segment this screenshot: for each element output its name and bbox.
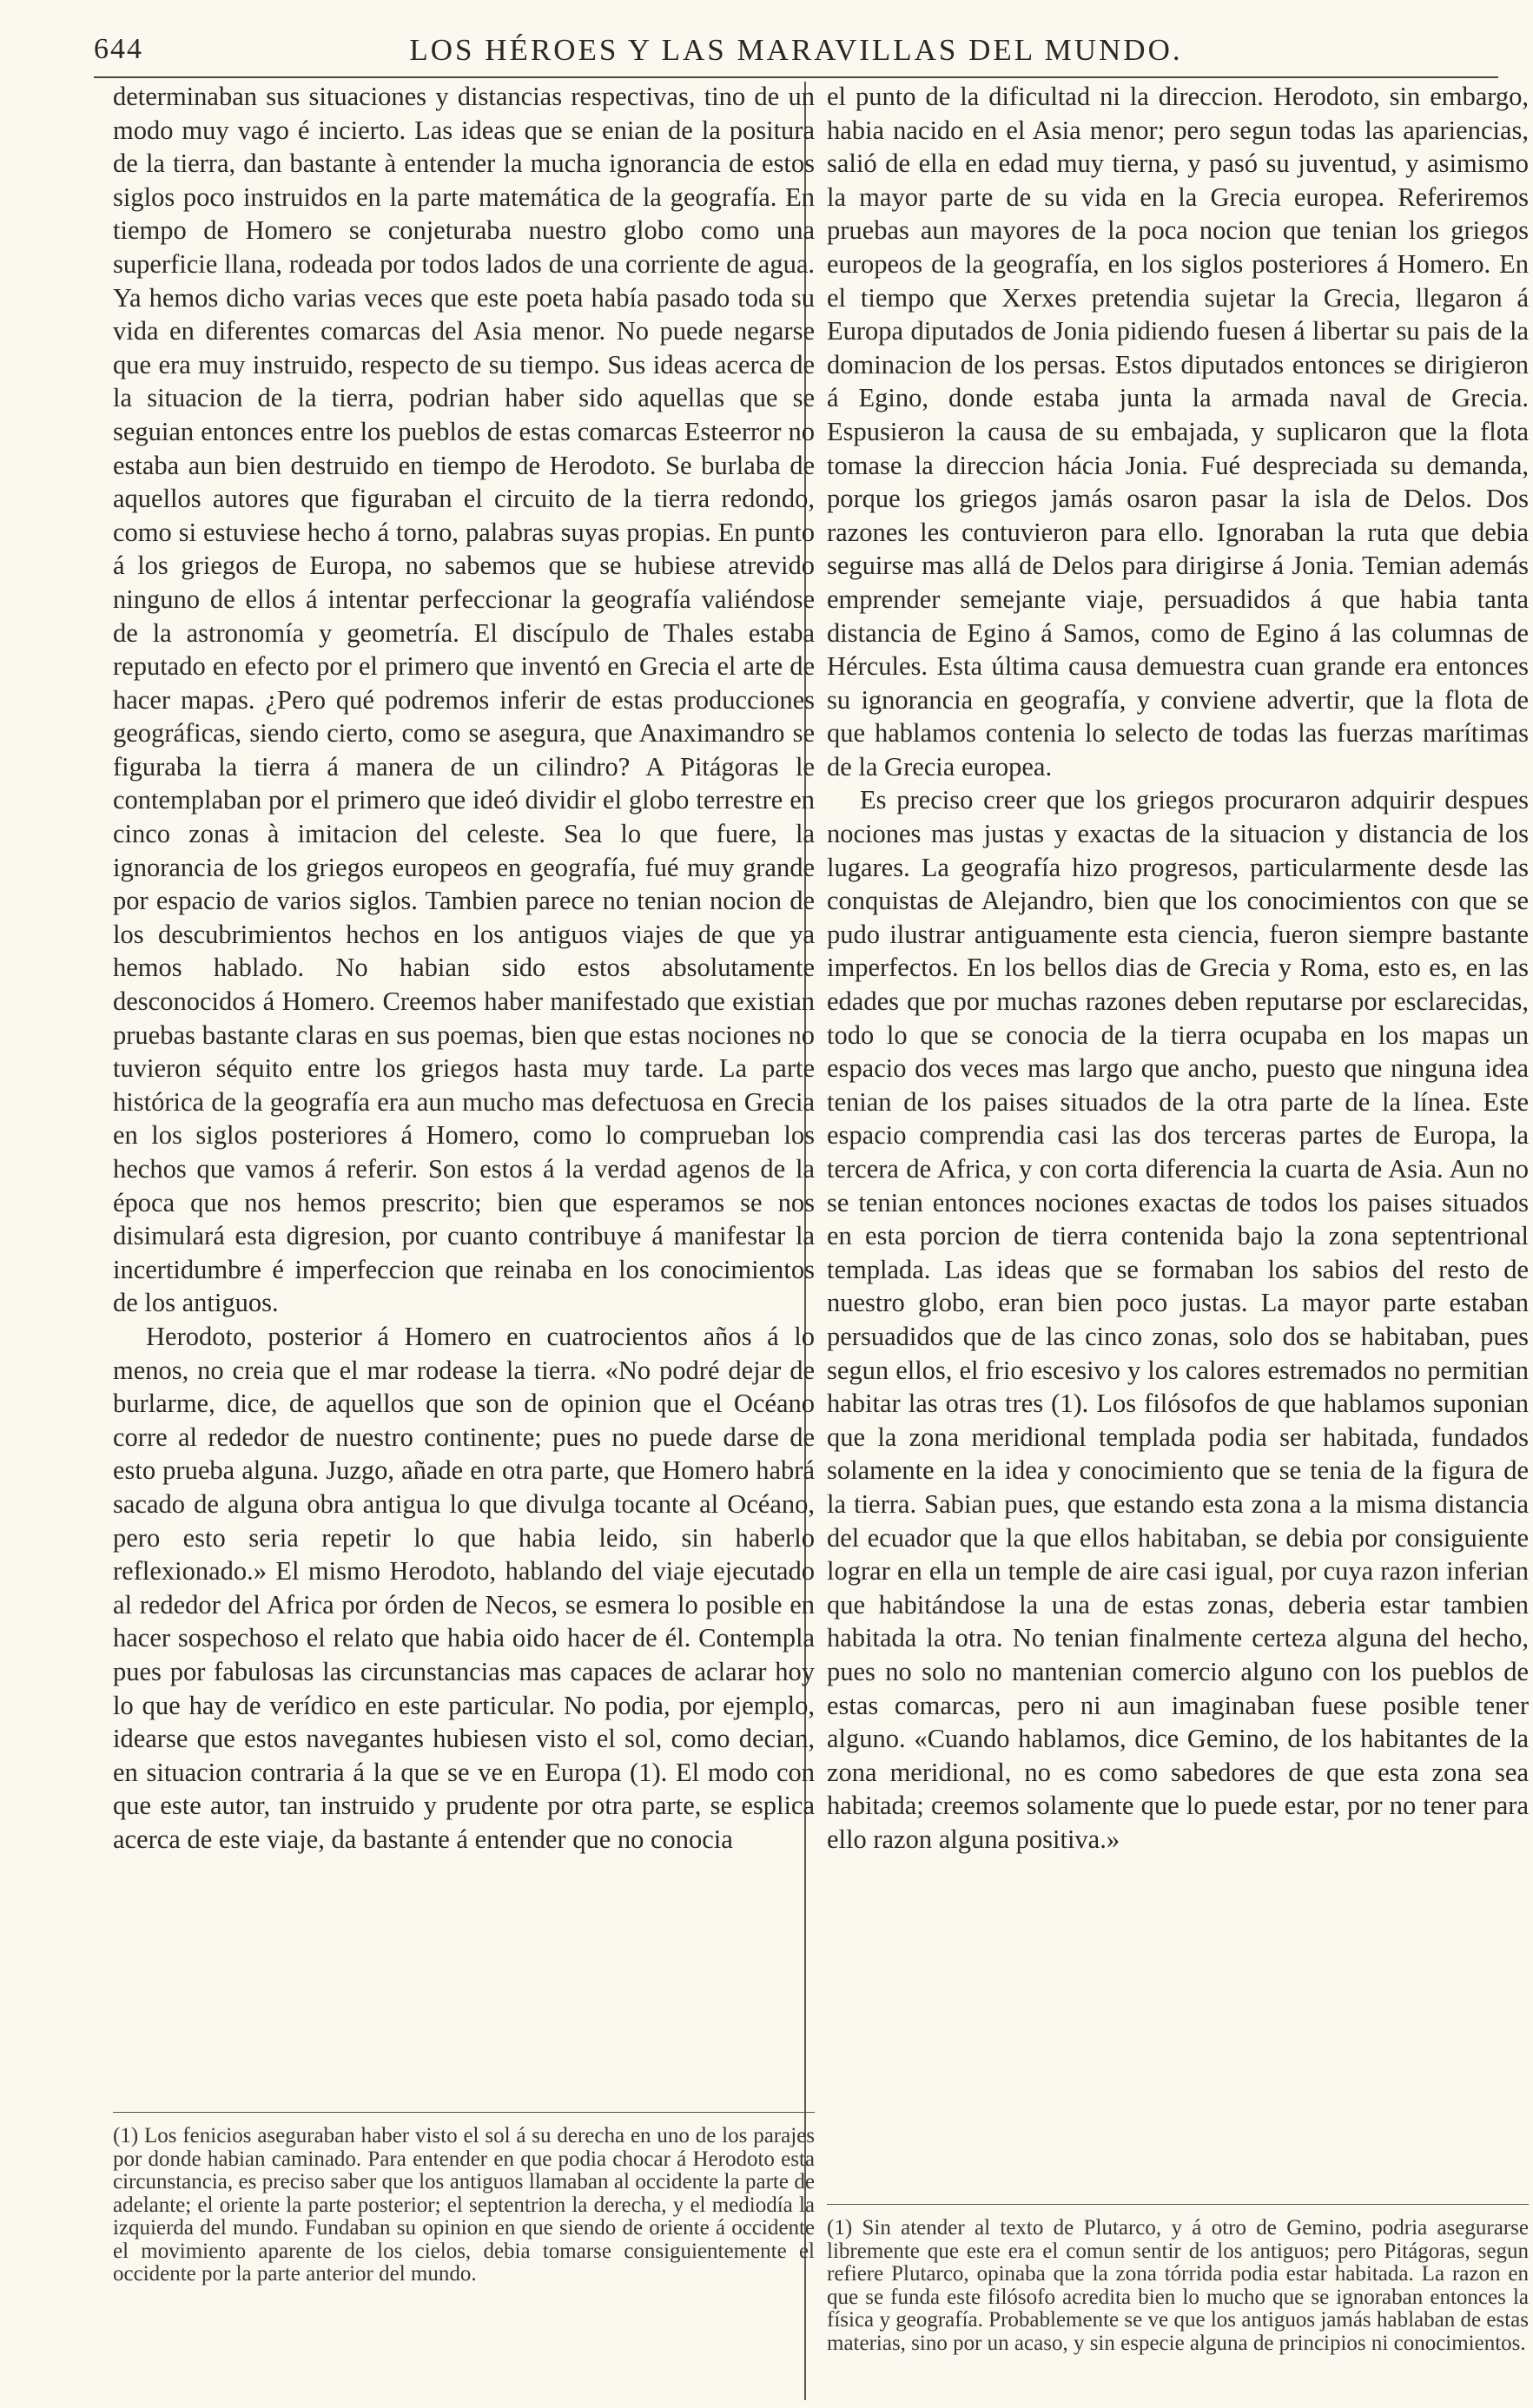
right-footnote-area: [827, 2204, 1529, 2355]
right-footnote-rule: [827, 2204, 1529, 2205]
left-paragraph-1: determinaban sus situaciones y distancias respectivas, tino de un modo muy vago é incierto. Las ideas que se enian de la positura de la tierra, dan bastante à entender la mucha ignorancia de estos siglos poco instruidos en la parte matemática de la geografía. En tiempo de Homero se conjeturaba nuestro globo como una superficie llana, rodeada por todos lados de una corriente de agua. Ya hemos dicho varias veces que este poeta había pasado toda su vida en diferentes comarcas del Asia menor. No puede negarse que era muy instruido, respecto de su tiempo. Sus ideas acerca de la situacion de la tierra, podrian haber sido aquellas que se seguian entonces entre los pueblos de estas comarcas Esteerror no estaba aun bien destruido en tiempo de Herodoto. Se burlaba de aquellos autores que figuraban el circuito de la tierra redondo, como si estuviese hecho á torno, palabras suyas propias. En punto á los griegos de Europa, no sabemos que se hubiese atrevido ninguno de ellos á intentar perfeccionar la geografía valiéndose de la astronomía y geometría. El discípulo de Thales estaba reputado en efecto por el primero que inventó en Grecia el arte de hacer mapas. ¿Pero qué podremos inferir de estas producciones geográficas, siendo cierto, como se asegura, que Anaximandro se figuraba la tierra á manera de un cilindro? A Pitágoras le contemplaban por el primero que ideó dividir el globo terrestre en cinco zonas à imitacion del celeste. Sea lo que fuere, la ignorancia de los griegos europeos en geografía, fué muy grande por espacio de varios siglos. Tambien parece no tenian nocion de los descubrimientos hechos en los antiguos viajes de que ya hemos hablado. No habian sido estos absolutamente desconocidos á Homero. Creemos haber manifestado que existian pruebas bastante claras en sus poemas, bien que estas nociones no tuvieron séquito entre los griegos hasta muy tarde. La parte histórica de la geografía era aun mucho mas defectuosa en Grecia en los siglos posteriores á Homero, como lo comprueban los hechos que vamos á referir. Son estos á la verdad agenos de la época que nos hemos prescrito; bien que esperamos se nos disimulará esta digresion, por cuanto contribuye á manifestar la incertidumbre é imperfeccion que reinaba en los conocimientos de los antiguos.: [113, 82, 815, 1318]
header-rule: [94, 76, 1498, 78]
right-paragraph-2: Es preciso creer que los griegos procuraron adquirir despues nociones mas justas y exactas de la situacion y distancia de los lugares. La geografía hizo progresos, particularmente desde las conquistas de Alejandro, bien que los conocimientos con que se pudo ilustrar antiguamente esta ciencia, fueron siempre bastante imperfectos. En los bellos dias de Grecia y Roma, esto es, en las edades que por muchas razones deben reputarse por esclarecidas, todo lo que se conocia de la tierra ocupaba en los mapas un espacio dos veces mas largo que ancho, puesto que ninguna idea tenian de los paises situados de la otra parte de la línea. Este espacio comprendia casi las dos terceras partes de Europa, la tercera de Africa, y con corta diferencia la cuarta de Asia. Aun no se tenian entonces nociones exactas de todos los paises situados en esta porcion de tierra contenida bajo la zona septentrional templada. Las ideas que se formaban los sabios del resto de nuestro globo, eran bien poco justas. La mayor parte estaban persuadidos que de las cinco zonas, solo dos se habitaban, pues segun ellos, el frio escesivo y los calores estremados no permitian habitar las otras tres (1). Los filósofos de que hablamos suponian que la zona meridional templada podia ser habitada, fundados solamente en la idea y conocimiento que se tenia de la figura de la tierra. Sabian pues, que estando esta zona a la misma distancia del ecuador que la que ellos habitaban, se debia por consiguiente lograr en ella un temple de aire casi igual, por cuya razon inferian que habitándose la una de estas zonas, deberia estar tambien habitada la otra. No tenian finalmente certeza alguna del hecho, pues no solo no mantenian comercio alguno con los pueblos de estas comarcas, pero ni aun imaginaban fuese posible tener alguno. «Cuando hablamos, dice Gemino, de los habitantes de la zona meridional, no es como sabedores de que esta zona sea habitada; creemos solamente que lo puede estar, por no tener para ello razon alguna positiva.»: [827, 785, 1529, 1854]
left-column: [113, 80, 815, 1856]
right-footnote: (1) Sin atender al texto de Plutarco, y á otro de Gemino, podria asegurarse libremente que este era el comun sentir de los antiguos; pero Pitágoras, segun refiere Plutarco, opinaba que la zona tórrida podia estar habitada. La razon en que se funda este filósofo acredita bien lo mucho que se ignoraban entonces la física y geografía. Probablemente se ve que los antiguos jamás hablaban de estas materias, sino por un acaso, y sin especie alguna de principios ni conocimientos.: [827, 2216, 1529, 2355]
left-paragraph-2: Herodoto, posterior á Homero en cuatrocientos años á lo menos, no creia que el mar rodease la tierra. «No podré dejar de burlarme, dice, de aquellos que son de opinion que el Océano corre al rededor de nuestro continente; pues no puede darse de esto prueba alguna. Juzgo, añade en otra parte, que Homero habrá sacado de alguna obra antigua lo que divulga tocante al Océano, pero esto seria repetir lo que habia leido, sin haberlo reflexionado.» El mismo Herodoto, hablando del viaje ejecutado al rededor del Africa por órden de Necos, se esmera lo posible en hacer sospechoso el relato que habia oido hacer de él. Contempla pues por fabulosas las circunstancias mas capaces de aclarar hoy lo que hay de verídico en este particular. No podia, por ejemplo, idearse que estos navegantes hubiesen visto el sol, como decian, en situacion contraria á la que se ve en Europa (1). El modo con que este autor, tan instruido y prudente por otra parte, se esplica acerca de este viaje, da bastante á entender que no conocia: [113, 1321, 815, 1854]
page-header: [94, 33, 1498, 71]
right-paragraph-1: el punto de la dificultad ni la direccion. Herodoto, sin embargo, habia nacido en el Asia menor; pero segun todas las apariencias, salió de ella en edad muy tierna, y pasó su juventud, y asimismo la mayor parte de su vida en la Grecia europea. Referiremos pruebas aun mayores de la poca nocion que tenian los griegos europeos de la geografía, en los siglos posteriores á Homero. En el tiempo que Xerxes pretendia sujetar la Grecia, llegaron á Europa diputados de Jonia pidiendo fuesen á libertar su pais de la dominacion de los persas. Estos diputados entonces se dirigieron á Egino, donde estaba junta la armada naval de Grecia. Espusieron la causa de su embajada, y suplicaron que la flota tomase la direccion hácia Jonia. Fué despreciada su demanda, porque los griegos jamás osaron pasar la isla de Delos. Dos razones les contuvieron para ello. Ignoraban la ruta que debia seguirse mas allá de Delos para dirigirse á Jonia. Temian además emprender semejante viaje, persuadidos á que habia tanta distancia de Egino á Samos, como de Egino á las columnas de Hércules. Esta última causa demuestra cuan grande era entonces su ignorancia en geografía, y conviene advertir, que la flota de que hablamos contenia lo selecto de todas las fuerzas marítimas de la Grecia europea.: [827, 82, 1529, 782]
left-footnote: (1) Los fenicios aseguraban haber visto el sol á su derecha en uno de los parajes por donde habian caminado. Para entender en que podia chocar á Herodoto esta circunstancia, es preciso saber que los antiguos llamaban al occidente la parte de adelante; el oriente la parte posterior; el septentrion la derecha, y el mediodía la izquierda del mundo. Fundaban su opinion en que siendo de oriente á occidente el movimiento aparente de los cielos, debia tomarse consiguientemente el occidente por la parte anterior del mundo.: [113, 2124, 815, 2286]
left-footnote-rule: [113, 2112, 815, 2113]
left-footnote-area: [113, 2112, 815, 2286]
right-column: [827, 80, 1529, 1856]
page-number: 644: [94, 33, 143, 65]
running-head: LOS HÉROES Y LAS MARAVILLAS DEL MUNDO.: [409, 33, 1183, 67]
